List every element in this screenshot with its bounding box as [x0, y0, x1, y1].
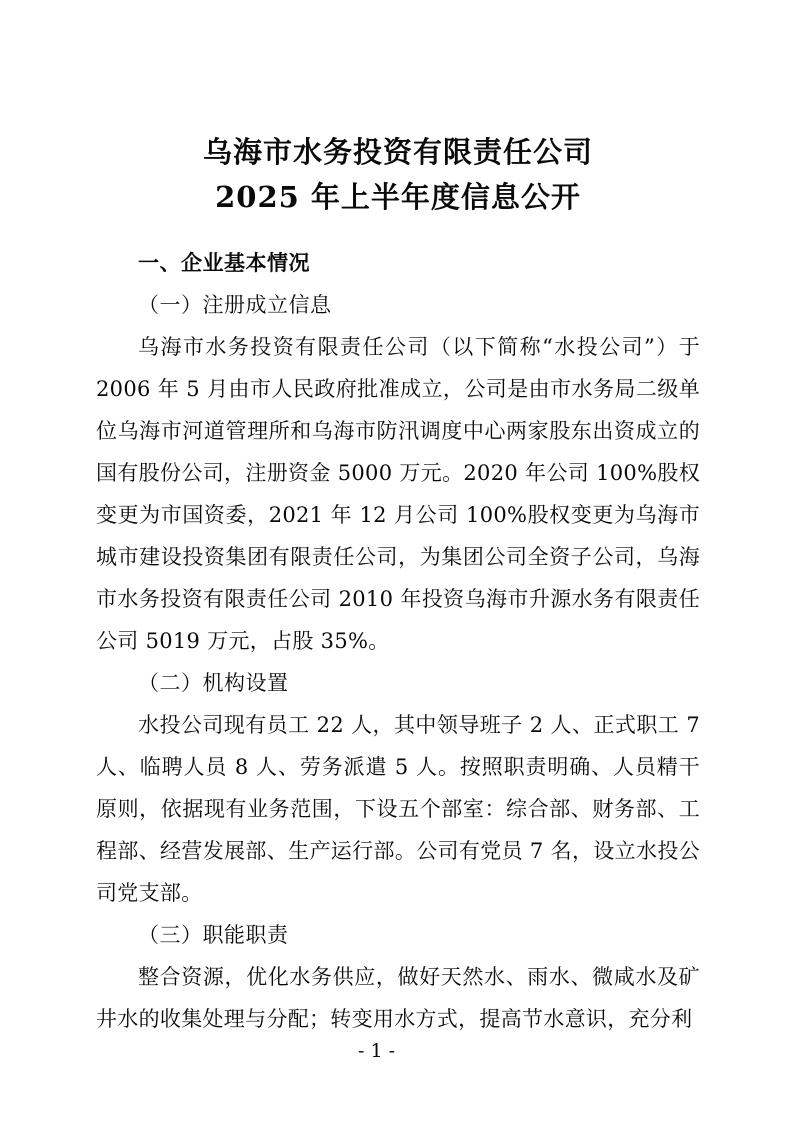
document-title: [96, 130, 700, 220]
document-title-line-1: 乌海市水务投资有限责任公司: [202, 135, 593, 169]
subsection-heading-registration: （一）注册成立信息: [138, 293, 332, 317]
document-title-line-2: 2025 年上半年度信息公开: [215, 180, 581, 214]
page-number: - 1 -: [357, 1040, 395, 1062]
section-heading-company-basics: 一、企业基本情况: [138, 250, 310, 275]
paragraph-registration: 乌海市水务投资有限责任公司（以下简称“水投公司”）于 2006 年 5 月由市人民政府批准成立，公司是由市水务局二级单位乌海市河道管理所和乌海市防汛调度中心两家股东出资成立的国有股份公司，注册资金 5000 万元。2020 年公司 100%股权变更为市国资委，2021 年 12 月公司 100%股权变更为乌海市城市建设投资集团有限责任公司，为集团公司全资子公司，乌海市水务投资有限责任公司 2010 年投资乌海市升源水务有限责任公司 5019 万元，占股 35%。: [96, 335, 700, 653]
paragraph-duties: 整合资源，优化水务供应，做好天然水、雨水、微咸水及矿井水的收集处理与分配；转变用水方式，提高节水意识，充分利: [96, 965, 700, 1031]
paragraph-organization: 水投公司现有员工 22 人，其中领导班子 2 人、正式职工 7 人、临聘人员 8 人、劳务派遣 5 人。按照职责明确、人员精干原则，依据现有业务范围，下设五个部室：综合部、财务部、工程部、经营发展部、生产运行部。公司有党员 7 名，设立水投公司党支部。: [96, 713, 700, 905]
subsection-heading-organization: （二）机构设置: [138, 671, 289, 695]
document-body: [96, 130, 700, 1040]
subsection-heading-duties: （三）职能职责: [138, 923, 289, 947]
